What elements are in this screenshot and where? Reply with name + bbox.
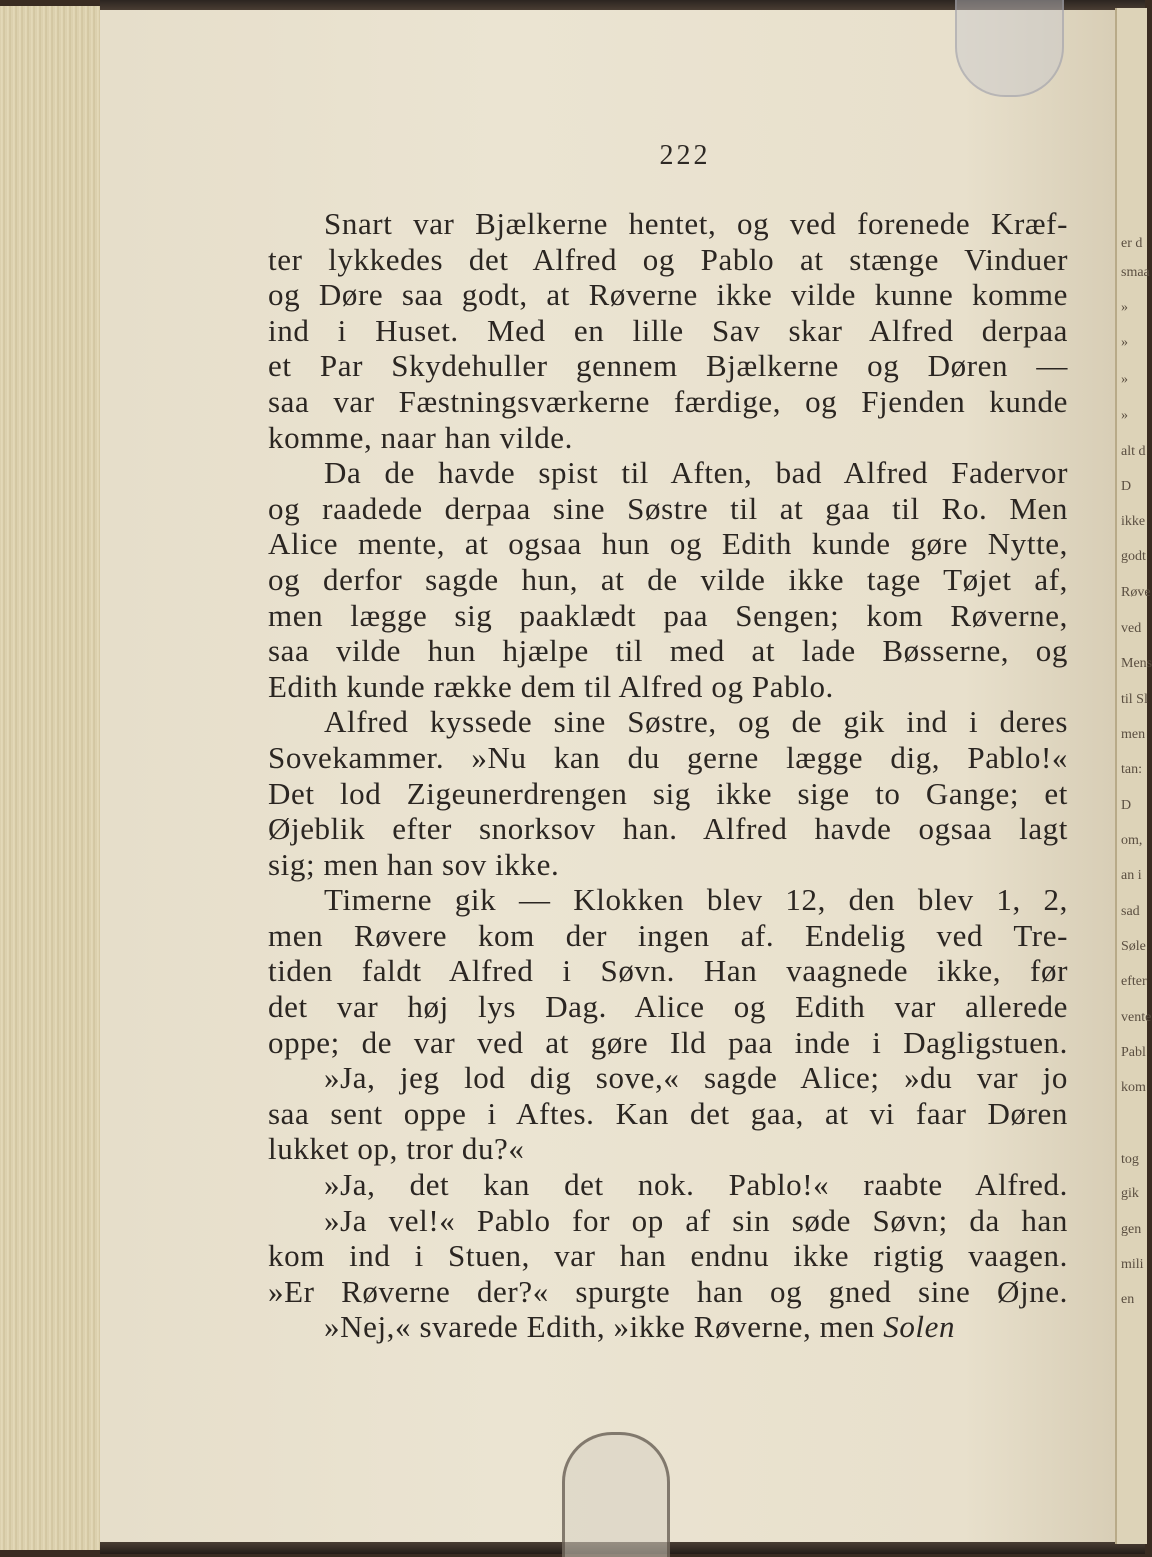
text-line: Da de havde spist til Aften, bad Alfred Fadervor [324, 455, 1068, 491]
text-line: et Par Skydehuller gennem Bjælkerne og Døren — [268, 348, 1068, 384]
bleed-text: ved [1121, 621, 1142, 636]
text-line: Alfred kyssede sine Søstre, og de gik ind i deres [324, 704, 1068, 740]
bleed-text: D [1121, 479, 1132, 494]
bleed-text: gen [1121, 1222, 1142, 1237]
text-line: ind i Huset. Med en lille Sav skar Alfred derpaa [268, 312, 1068, 348]
bleed-text: » [1121, 300, 1128, 315]
text-line: og derfor sagde hun, at de vilde ikke tage Tøjet af, [268, 561, 1068, 597]
bleed-text: tan: [1121, 762, 1142, 777]
bleed-text: tog [1121, 1152, 1139, 1167]
bleed-text: gik [1121, 1186, 1139, 1201]
text-line: det var høj lys Dag. Alice og Edith var allerede [268, 989, 1068, 1025]
bleed-text: an i [1121, 868, 1142, 883]
bleed-text: » [1121, 335, 1128, 350]
text-line: sig; men han sov ikke. [268, 846, 560, 882]
bleed-text: Søle [1121, 939, 1146, 954]
text-line: lukket op, tror du?« [268, 1131, 525, 1167]
bleed-text: D [1121, 798, 1132, 813]
text-line: »Ja, det kan det nok. Pablo!« raabte Alfred. [324, 1167, 1068, 1203]
text-line: ter lykkedes det Alfred og Pablo at stænge Vinduer [268, 241, 1068, 277]
text-line: »Er Røverne der?« spurgte han og gned sine Øjne. [268, 1273, 1068, 1309]
text-line-final [268, 1309, 1068, 1345]
text-line: Snart var Bjælkerne hentet, og ved forenede Kræf- [324, 206, 1068, 241]
bleed-text: Pabl [1121, 1045, 1146, 1060]
bleed-text: er d [1121, 236, 1143, 251]
bleed-text: men [1121, 727, 1146, 742]
bleed-text: vente [1121, 1010, 1152, 1025]
bleed-text: om, [1121, 833, 1143, 848]
bleed-text: ikke [1121, 514, 1146, 529]
body-text [268, 206, 1068, 1345]
page-number: 222 [659, 140, 711, 171]
bleed-text: kom [1121, 1080, 1146, 1095]
text-line: saa vilde hun hjælpe til med at lade Bøsserne, og [268, 633, 1068, 669]
bleed-text: godt [1121, 549, 1146, 564]
text-line: Øjeblik efter snorksov han. Alfred havde ogsaa lagt [268, 811, 1068, 847]
bleed-text: en [1121, 1292, 1135, 1307]
text-line: og Døre saa godt, at Røverne ikke vilde kunne komme [268, 277, 1068, 313]
text-line: Sovekammer. »Nu kan du gerne lægge dig, Pablo!« [268, 739, 1068, 775]
bleed-text: Røve [1121, 585, 1151, 600]
bleed-text: Mens [1121, 656, 1152, 671]
bleed-text: alt d [1121, 444, 1146, 459]
text-line: oppe; de var ved at gøre Ild paa inde i Dagligstuen. [268, 1024, 1068, 1060]
bleed-text: efter [1121, 974, 1147, 989]
text-line: »Ja, jeg lod dig sove,« sagde Alice; »du var jo [324, 1060, 1068, 1096]
text-line: Det lod Zigeunerdrengen sig ikke sige to Gange; et [268, 775, 1068, 811]
bleed-text: mili [1121, 1257, 1144, 1272]
bleed-text: » [1121, 408, 1128, 423]
bleed-text: smaa [1121, 265, 1150, 280]
text-line: Alice mente, at ogsaa hun og Edith kunde gøre Nytte, [268, 526, 1068, 562]
text-line: Timerne gik — Klokken blev 12, den blev 1, 2, [324, 882, 1068, 918]
text-line: komme, naar han vilde. [268, 419, 574, 455]
text-line: kom ind i Stuen, var han endnu ikke rigtig vaagen. [268, 1238, 1068, 1274]
binder-clip-top [955, 0, 1064, 97]
text-line: men Røvere kom der ingen af. Endelig ved Tre- [268, 917, 1068, 953]
italic-word: Solen [883, 1309, 956, 1345]
text-line: »Ja vel!« Pablo for op af sin søde Søvn; da han [324, 1202, 1068, 1238]
text-line: saa sent oppe i Aftes. Kan det gaa, at vi faar Døren [268, 1095, 1068, 1131]
bleed-text: » [1121, 372, 1128, 387]
text-line-final-body: »Nej,« svarede Edith, »ikke Røverne, men [324, 1309, 875, 1345]
book-page-edges [0, 6, 101, 1550]
text-line: og raadede derpaa sine Søstre til at gaa til Ro. Men [268, 490, 1068, 526]
next-page-sliver [1115, 8, 1152, 1544]
text-line: saa var Fæstningsværkerne færdige, og Fjenden kunde [268, 383, 1068, 419]
bleed-text: til Sl [1121, 692, 1148, 707]
text-line: men lægge sig paaklædt paa Sengen; kom Røverne, [268, 597, 1068, 633]
text-line: Edith kunde række dem til Alfred og Pablo. [268, 668, 834, 704]
binder-clip-bottom [562, 1432, 670, 1557]
bleed-text: sad [1121, 904, 1140, 919]
text-line: tiden faldt Alfred i Søvn. Han vaagnede ikke, før [268, 953, 1068, 989]
